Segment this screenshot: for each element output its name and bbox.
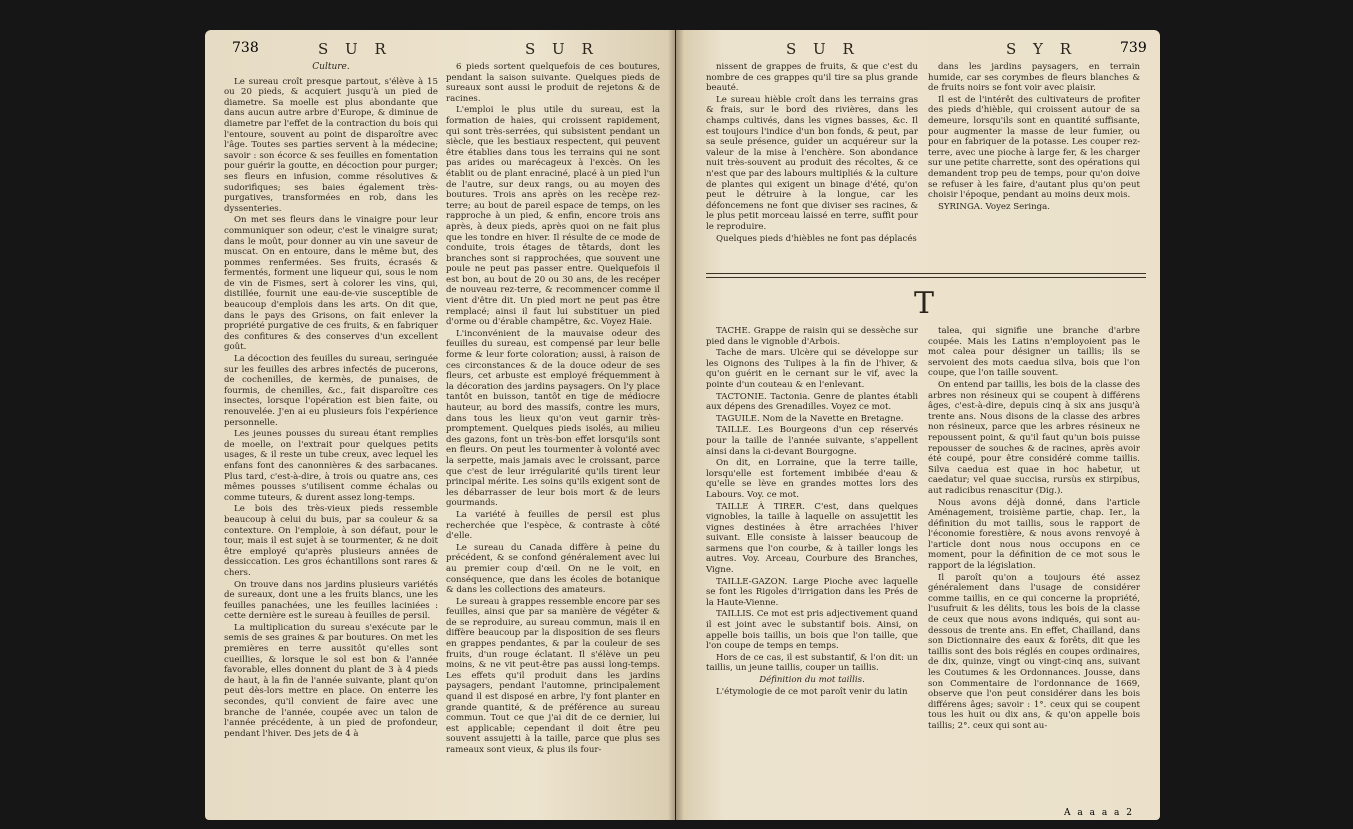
paragraph: On trouve dans nos jardins plusieurs variétés de sureaux, dont une a les fruits blancs, une les feuilles panachées, une les feuilles laciniées : cette dernière est le sureau à feuilles de persil. (224, 579, 438, 622)
running-head-right-a: S U R (786, 40, 860, 58)
book-gutter (668, 30, 684, 820)
dictionary-entry: TAILLE. Les Bourgeons d'un cep réservés pour la taille de l'année suivante, s'appellent ainsi dans la ci-devant Bourgogne. (706, 425, 918, 457)
paragraph: nissent de grappes de fruits, & que c'est du nombre de ces grappes qu'il tire sa plus grande beauté. (706, 62, 918, 94)
paragraph: talea, qui signifie une branche d'arbre coupée. Mais les Latins n'employoient pas le mot calea pour désigner un taillis; ils se servoient des mots caedua silva, bois que l'on coupe, que l'on taille souvent. (928, 326, 1140, 379)
paragraph: Le bois des très-vieux pieds ressemble beaucoup à celui du buis, par sa couleur & sa contexture. On l'emploie, à son défaut, pour le tour, mais il est sujet à se tourmenter, & ne doit être employé qu'après plusieurs années de dessiccation. Les gros échantillons sont rares & chers. (224, 504, 438, 578)
paragraph: Les jeunes pousses du sureau étant remplies de moelle, on l'extrait pour quelques petits usages, & il reste un tube creux, avec lequel les enfans font des canonnières & des sarbacanes. Plus tard, c'est-à-dire, à trois ou quatre ans, ces mêmes pousses s'utilisent comme échalas ou comme tuteurs, & durent assez long-temps. (224, 429, 438, 503)
dictionary-entry: TAILLE À TIRER. C'est, dans quelques vignobles, la taille à laquelle on assujettit les vignes destinées à être arrachées l'hiver suivant. Elle consiste à laisser beaucoup de sarmens que l'on courbe, & à tailler longs les autres. Voy. Arceau, Courbure des Branches, Vigne. (706, 501, 918, 576)
dictionary-entry: TACTONIE. Tactonia. Genre de plantes établi aux dépens des Grenadilles. Voyez ce mot. (706, 391, 918, 413)
dictionary-entry: On dit, en Lorraine, que la terre taille, lorsqu'elle est fortement imbibée d'eau & qu'elle se lève en grandes mottes lors des Labours. Voy. ce mot. (706, 458, 918, 500)
paragraph: 6 pieds sortent quelquefois de ces boutures, pendant la saison suivante. Quelques pieds de sureaux sont aussi le produit de rejetons & de racines. (446, 62, 660, 104)
paragraph: Le sureau croît presque partout, s'élève à 15 ou 20 pieds, & acquiert jusqu'à un pied de diametre. Sa moelle est plus abondante que dans aucun autre arbre d'Europe, & diminue de diametre par l'effet de la contraction du bois qui l'entoure, souvent au point de disparoître avec l'âge. Toutes ses parties servent à la médecine; savoir : son écorce & ses feuilles en fomentation pour guérir la goutte, en décoction pour purger; ses fleurs en infusion, comme résolutives & sudorifiques; ses baies également très-purgatives, transformées en rob, dans les dyssenteries. (224, 76, 438, 214)
dictionary-entry: TAILLIS. Ce mot est pris adjectivement quand il est joint avec le substantif bois. Ainsi, on appelle bois taillis, un bois que l'on taille, que l'on coupe de temps en temps. (706, 609, 918, 652)
dictionary-entry: TACHE. Grappe de raisin qui se dessèche sur pied dans le vignoble d'Arbois. (706, 326, 918, 347)
section-rule (706, 273, 1146, 274)
paragraph: SYRINGA. Voyez Seringa. (938, 201, 1050, 212)
dictionary-entry: TAGUILE. Nom de la Navette en Bretagne. (716, 413, 904, 424)
paragraph: La multiplication du sureau s'exécute par le semis de ses graines & par boutures. On met les premières en terre aussitôt qu'elles sont cueillies, & lorsque le sol est bon & l'année favorable, elles donnent du plant de 3 à 4 pieds de haut, à la fin de l'année suivante, plant qu'on peut dès-lors mettre en place. On enterre les secondes, qu'il convient de faire avec une branche de l'année, coupée avec un talon de l'année précédente, à un pied de profondeur, pendant l'hiver. Des jets de 4 à (224, 622, 438, 739)
right-column-1-top (706, 62, 918, 274)
paragraph: Il est de l'intérêt des cultivateurs de profiter des pieds d'hièble, qui croissent autour de sa demeure, lorsqu'ils sont en quantité suffisante, pour augmenter la masse de leur fumier, ou pour en fabriquer de la potasse. Les couper rez-terre, avec une pioche à large fer, & les charger sur une petite charrette, sont des opérations qui demandent trop peu de temps, pour qu'on doive se refuser à les faire, d'autant plus qu'on peut choisir l'époque, pendant au moins deux mois. (928, 94, 1140, 201)
dictionary-entry: Tache de mars. Ulcère qui se développe sur les Oignons des Tulipes à la fin de l'hiver, & qu'on guérit en le cernant sur le vif, avec la pointe d'un couteau & en l'enlevant. (706, 348, 918, 390)
right-column-1-bottom (706, 326, 918, 816)
left-column-2 (446, 62, 660, 812)
paragraph: L'emploi le plus utile du sureau, est la formation de haies, qui croissent rapidement, qui sont très-serrées, qui subsistent pendant un siècle, que les bestiaux respectent, qui peuvent être établies dans tous les terrains qui ne sont pas arides ou marécageux à l'excès. On les établit ou de plant enraciné, placé à un pied l'un de l'autre, sur deux rangs, ou au moyen des boutures. Trois ans après on les recèpe rez-terre; au bout de pareil espace de temps, on les rapproche à un pied, & enfin, encore trois ans après, à deux pieds, après quoi on ne fait plus que les tondre en hiver. Il résulte de ce mode de conduite, trois étages de têtards, dont les branches sont si rapprochées, que souvent une poule ne peut pas passer entre. Quelquefois il est bon, au bout de 20 ou 30 ans, de les recéper de nouveau rez-terre, & recommencer comme il vient d'être dit. Un pied mort ne peut pas être remplacé; ainsi il faut lui substituer un pied d'orme ou d'érable champêtre, &c. Voyez Haie. (446, 105, 660, 328)
paragraph: Le sureau du Canada diffère à peine du précédent, & se confond généralement avec lui au premier coup d'œil. On ne le voit, en conséquence, que dans les écoles de botanique & dans les collections des amateurs. (446, 542, 660, 596)
paragraph: La variété à feuilles de persil est plus recherchée que l'espèce, & contraste à côté d'elle. (446, 509, 660, 542)
left-column-1 (224, 62, 438, 812)
paragraph: Quelques pieds d'hièbles ne font pas déplacés (716, 233, 917, 244)
right-column-2-top (928, 62, 1140, 274)
paragraph: On met ses fleurs dans le vinaigre pour leur communiquer son odeur, c'est le vinaigre surat; dans le moût, pour donner au vin une saveur de muscat. On en entoure, dans le même but, des pommes renfermées. Ses fruits, écrasés & fermentés, forment une liqueur qui, sous le nom de vin de Fismes, sert à colorer les vins, qui, distillée, fournit une eau-de-vie susceptible de beaucoup d'emplois dans les arts. On dit que, dans le pays des Grisons, on fait enlever la propriété purgative de ces fruits, & en fabriquer des confitures & des conserves d'un excellent goût. (224, 215, 438, 353)
dictionary-entry: TAILLE-GAZON. Large Pioche avec laquelle se font les Rigoles d'irrigation dans les Prés de la Haute-Vienne. (706, 576, 918, 608)
section-letter: T (914, 286, 935, 321)
dictionary-entry: Hors de ce cas, il est substantif, & l'on dit: un taillis, un jeune taillis, couper un taillis. (706, 652, 918, 674)
running-head-left-a: S U R (318, 40, 392, 58)
page-number-left: 738 (232, 40, 259, 56)
paragraph: La décoction des feuilles du sureau, seringuée sur les feuilles des arbres infectés de pucerons, de cochenilles, de kermès, de punaises, de fourmis, de chenilles, &c., fait disparoître ces insectes, lorsque l'opération est bien faite, ou renouvelée. J'en ai eu plusieurs fois l'expérience personnelle. (224, 354, 438, 428)
page-number-right: 739 (1120, 40, 1147, 56)
paragraph: Nous avons déjà donné, dans l'article Aménagement, troisième partie, chap. Ier., la définition du mot taillis, sous le rapport de l'économie forestière, & nous avons renvoyé à l'article dont nous nous occupons en ce moment, pour la définition de ce mot sous le rapport de la législation. (928, 497, 1140, 572)
paragraph: dans les jardins paysagers, en terrain humide, car ses corymbes de fleurs blanches & de fruits noirs se font voir avec plaisir. (928, 62, 1140, 94)
paragraph: On entend par taillis, les bois de la classe des arbres non résineux qui se coupent à différens âges, c'est-à-dire, depuis cinq à six ans jusqu'à trente ans. Nous disons de la classe des arbres non résineux, parce que les arbres résineux ne repoussent point, & qu'il faut qu'un bois puisse repousser de souches & de racines, après avoir été coupé, pour être considéré comme taillis. Silva caedua est quae in hoc habetur, ut caedatur; vel quae succisa, rursùs ex stirpibus, aut radicibus renascitur (Dig.). (928, 379, 1140, 496)
paragraph: Il paroît qu'on a toujours été assez généralement dans l'usage de considérer comme taillis, en ce qui concerne la propriété, l'usufruit & les délits, tous les bois de la classe de ceux que nous avons indiqués, qui sont au-dessous de trente ans. En effet, Chailland, dans son Dictionnaire des eaux & forêts, dit que les taillis sont des bois réglés en coupes ordinaires, de dix, quinze, vingt ou vingt-cinq ans, suivant les Coutumes & les Ordonnances. Jousse, dans son Commentaire de l'ordonnance de 1669, observe que l'on peut considérer dans les bois différens âges; savoir : 1°. ceux qui se coupent tous les huit ou dix ans, & qu'on appelle bois taillis; 2°. ceux qui sont au- (928, 572, 1140, 731)
section-rule-thin (706, 277, 1146, 278)
paragraph: L'étymologie de ce mot paroît venir du latin (716, 686, 908, 697)
running-head-left-b: S U R (525, 40, 599, 58)
paragraph: Le sureau à grappes ressemble encore par ses feuilles, ainsi que par sa manière de végéter & de se reproduire, au sureau commun, mais il en diffère beaucoup par la disposition de ses fleurs en grappes pendantes, & par la couleur de ses fruits, d'un rouge éclatant. Il s'élève un peu moins, & ne vit peut-être pas aussi long-temps. Les effets qu'il produit dans les jardins paysagers, pendant l'automne, principalement quand il est disposé en arbre, l'y font planter en grande quantité, & de préférence au sureau commun. Tout ce que j'ai dit de ce dernier, lui est applicable; cependant il doit être peu souvent assujetti à la taille, parce que plus ses rameaux sont vieux, & plus ils four- (446, 596, 660, 755)
signature-mark: A a a a a 2 (1064, 808, 1134, 818)
subheading: Définition du mot taillis. (759, 675, 865, 685)
section-heading: Culture. (312, 62, 350, 72)
paragraph: Le sureau hièble croît dans les terrains gras & frais, sur le bord des rivières, dans les champs cultivés, dans les vignes basses, &c. Il est toujours l'indice d'un bon fonds, & peut, par sa seule présence, guider un acquéreur sur la valeur de la mise à l'enchère. Son abondance nuit très-souvent au produit des récoltes, & ce n'est que par des labours multipliés & la culture de plantes qui exigent un binage d'été, qu'on peut le détruire à la longue, car les défoncemens ne font que diviser ses racines, & le plus petit morceau laissé en terre, suffit pour le reproduire. (706, 94, 918, 232)
right-column-2-bottom (928, 326, 1140, 806)
paragraph: L'inconvénient de la mauvaise odeur des feuilles du sureau, est compensé par leur belle forme & leur forte coloration; aussi, à raison de ces circonstances & de la douce odeur de ses fleurs, cet arbuste est employé fréquemment à la décoration des jardins paysagers. On l'y place tantôt en buisson, tantôt en tige de médiocre hauteur, au bord des massifs, contre les murs, dans tous les lieux qu'on veut garnir très-promptement. Quelques pieds isolés, au milieu des gazons, font un très-bon effet lorsqu'ils sont en fleurs. On peut les tourmenter à volonté avec la serpette, mais jamais avec le croissant, parce que c'est de leur irrégularité qu'ils tirent leur principal mérite. Les soins qu'ils exigent sont de les débarrasser de leur bois mort & de leurs gourmands. (446, 328, 660, 509)
running-head-right-b: S Y R (1006, 40, 1078, 58)
